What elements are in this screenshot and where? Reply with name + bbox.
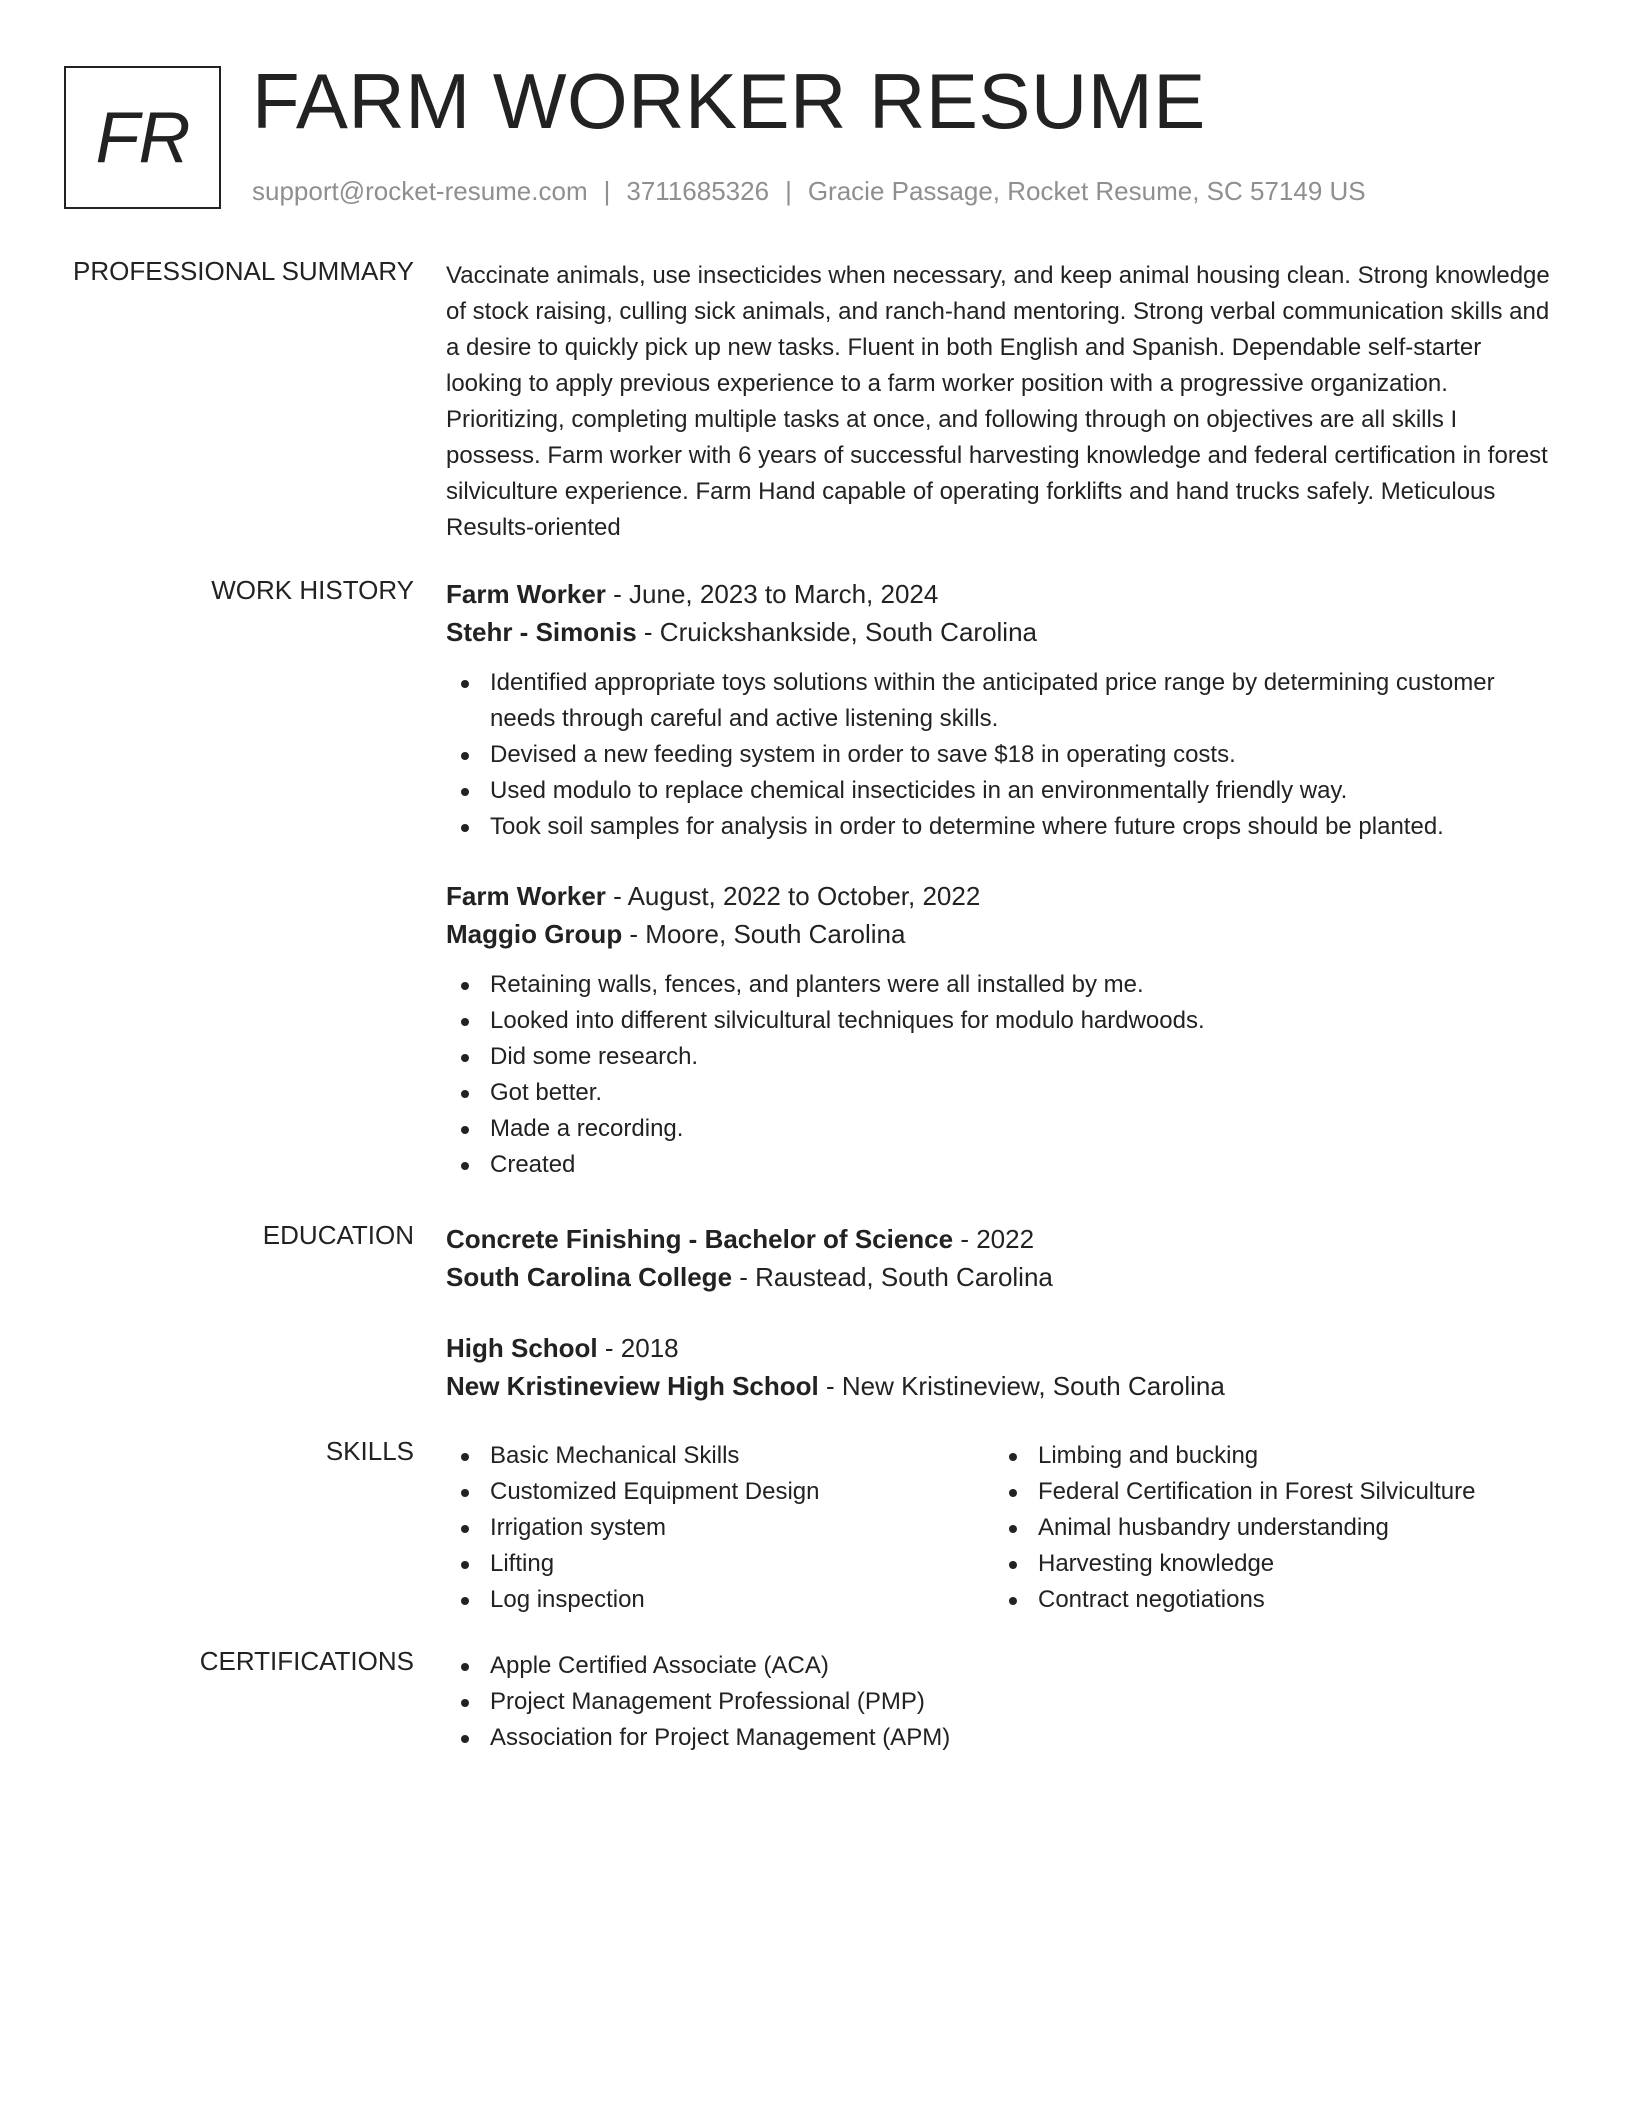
education-school-line xyxy=(446,1367,1556,1405)
job-location: - Moore, South Carolina xyxy=(622,919,906,949)
certification-item: Project Management Professional (PMP) xyxy=(446,1684,1556,1720)
job-bullet-list xyxy=(446,967,1556,1183)
job-bullet: Retaining walls, fences, and planters were all installed by me. xyxy=(446,967,1556,1003)
work-history-content xyxy=(446,575,1556,1183)
section-label-summary: PROFESSIONAL SUMMARY xyxy=(73,256,414,286)
education-degree: Concrete Finishing - Bachelor of Science xyxy=(446,1224,954,1254)
education-year: - 2018 xyxy=(597,1333,679,1363)
job-bullet: Looked into different silvicultural techniques for modulo hardwoods. xyxy=(446,1003,1556,1039)
job-title: Farm Worker xyxy=(446,881,606,911)
education-school-line xyxy=(446,1258,1556,1296)
job-title-line xyxy=(446,575,1556,613)
skills-list-right xyxy=(994,1438,1542,1618)
certifications-list xyxy=(446,1648,1556,1756)
job-bullet: Got better. xyxy=(446,1075,1556,1111)
contact-email: support@rocket-resume.com xyxy=(252,176,588,206)
contact-line xyxy=(252,176,1366,207)
skill-item: Federal Certification in Forest Silviculture xyxy=(994,1474,1542,1510)
skill-item: Contract negotiations xyxy=(994,1582,1542,1618)
skill-item: Customized Equipment Design xyxy=(446,1474,994,1510)
job-company: Maggio Group xyxy=(446,919,623,949)
job-bullet: Devised a new feeding system in order to save $18 in operating costs. xyxy=(446,737,1556,773)
education-entry xyxy=(446,1329,1556,1405)
job-dates: - August, 2022 to October, 2022 xyxy=(605,881,981,911)
contact-separator: | xyxy=(603,176,611,206)
resume-title: FARM WORKER RESUME xyxy=(252,57,1206,145)
job-title: Farm Worker xyxy=(446,579,606,609)
contact-separator: | xyxy=(785,176,792,206)
section-label-skills: SKILLS xyxy=(325,1436,414,1466)
skills-content xyxy=(446,1438,1556,1618)
education-school: New Kristineview High School xyxy=(446,1371,819,1401)
monogram-initials: FR xyxy=(95,97,190,178)
skill-item: Animal husbandry understanding xyxy=(994,1510,1542,1546)
skill-item: Log inspection xyxy=(446,1582,994,1618)
skill-item: Lifting xyxy=(446,1546,994,1582)
section-label-work-history: WORK HISTORY xyxy=(211,575,414,605)
job-bullet: Did some research. xyxy=(446,1039,1556,1075)
job-entry xyxy=(446,877,1556,1183)
certifications-content xyxy=(446,1648,1556,1756)
education-location: - New Kristineview, South Carolina xyxy=(818,1371,1225,1401)
job-entry xyxy=(446,575,1556,845)
section-label-education: EDUCATION xyxy=(262,1220,414,1250)
education-degree-line xyxy=(446,1329,1556,1367)
job-bullet: Took soil samples for analysis in order to determine where future crops should be planted. xyxy=(446,809,1556,845)
job-bullet: Used modulo to replace chemical insecticides in an environmentally friendly way. xyxy=(446,773,1556,809)
education-degree-line xyxy=(446,1220,1556,1258)
summary-text: Vaccinate animals, use insecticides when necessary, and keep animal housing clean. Strong knowledge of stock raising, culling sick animals, and ranch-hand mentoring. Strong verbal communication skills and a desire to quickly pick up new tasks. Fluent in both English and Spanish. Dependable self-starter looking to apply previous experience to a farm worker position with a progressive organization. Prioritizing, completing multiple tasks at once, and following through on objectives are all skills I possess. Farm worker with 6 years of successful harvesting knowledge and federal certification in forest silviculture experience. Farm Hand capable of operating forklifts and hand trucks safely. Meticulous Results-oriented xyxy=(446,262,1550,541)
certification-item: Apple Certified Associate (ACA) xyxy=(446,1648,1556,1684)
job-bullet: Identified appropriate toys solutions within the anticipated price range by determining customer needs through careful and active listening skills. xyxy=(446,665,1556,737)
education-content xyxy=(446,1220,1556,1405)
skill-item: Harvesting knowledge xyxy=(994,1546,1542,1582)
job-employer-line xyxy=(446,915,1556,953)
education-location: - Raustead, South Carolina xyxy=(732,1262,1053,1292)
job-location: - Cruickshankside, South Carolina xyxy=(636,617,1037,647)
education-year: - 2022 xyxy=(953,1224,1035,1254)
job-company: Stehr - Simonis xyxy=(446,617,637,647)
education-entry xyxy=(446,1220,1556,1296)
education-degree: High School xyxy=(446,1333,598,1363)
skill-item: Irrigation system xyxy=(446,1510,994,1546)
contact-address: Gracie Passage, Rocket Resume, SC 57149 US xyxy=(807,176,1366,206)
job-bullet: Made a recording. xyxy=(446,1111,1556,1147)
certification-item: Association for Project Management (APM) xyxy=(446,1720,1556,1756)
contact-phone: 3711685326 xyxy=(626,176,770,206)
job-bullet: Created xyxy=(446,1147,1556,1183)
education-school: South Carolina College xyxy=(446,1262,733,1292)
section-label-certifications: CERTIFICATIONS xyxy=(199,1646,414,1676)
job-bullet-list xyxy=(446,665,1556,845)
skill-item: Basic Mechanical Skills xyxy=(446,1438,994,1474)
skills-list-left xyxy=(446,1438,994,1618)
skill-item: Limbing and bucking xyxy=(994,1438,1542,1474)
job-dates: - June, 2023 to March, 2024 xyxy=(605,579,939,609)
job-title-line xyxy=(446,877,1556,915)
monogram-badge xyxy=(64,66,221,209)
job-employer-line xyxy=(446,613,1556,651)
